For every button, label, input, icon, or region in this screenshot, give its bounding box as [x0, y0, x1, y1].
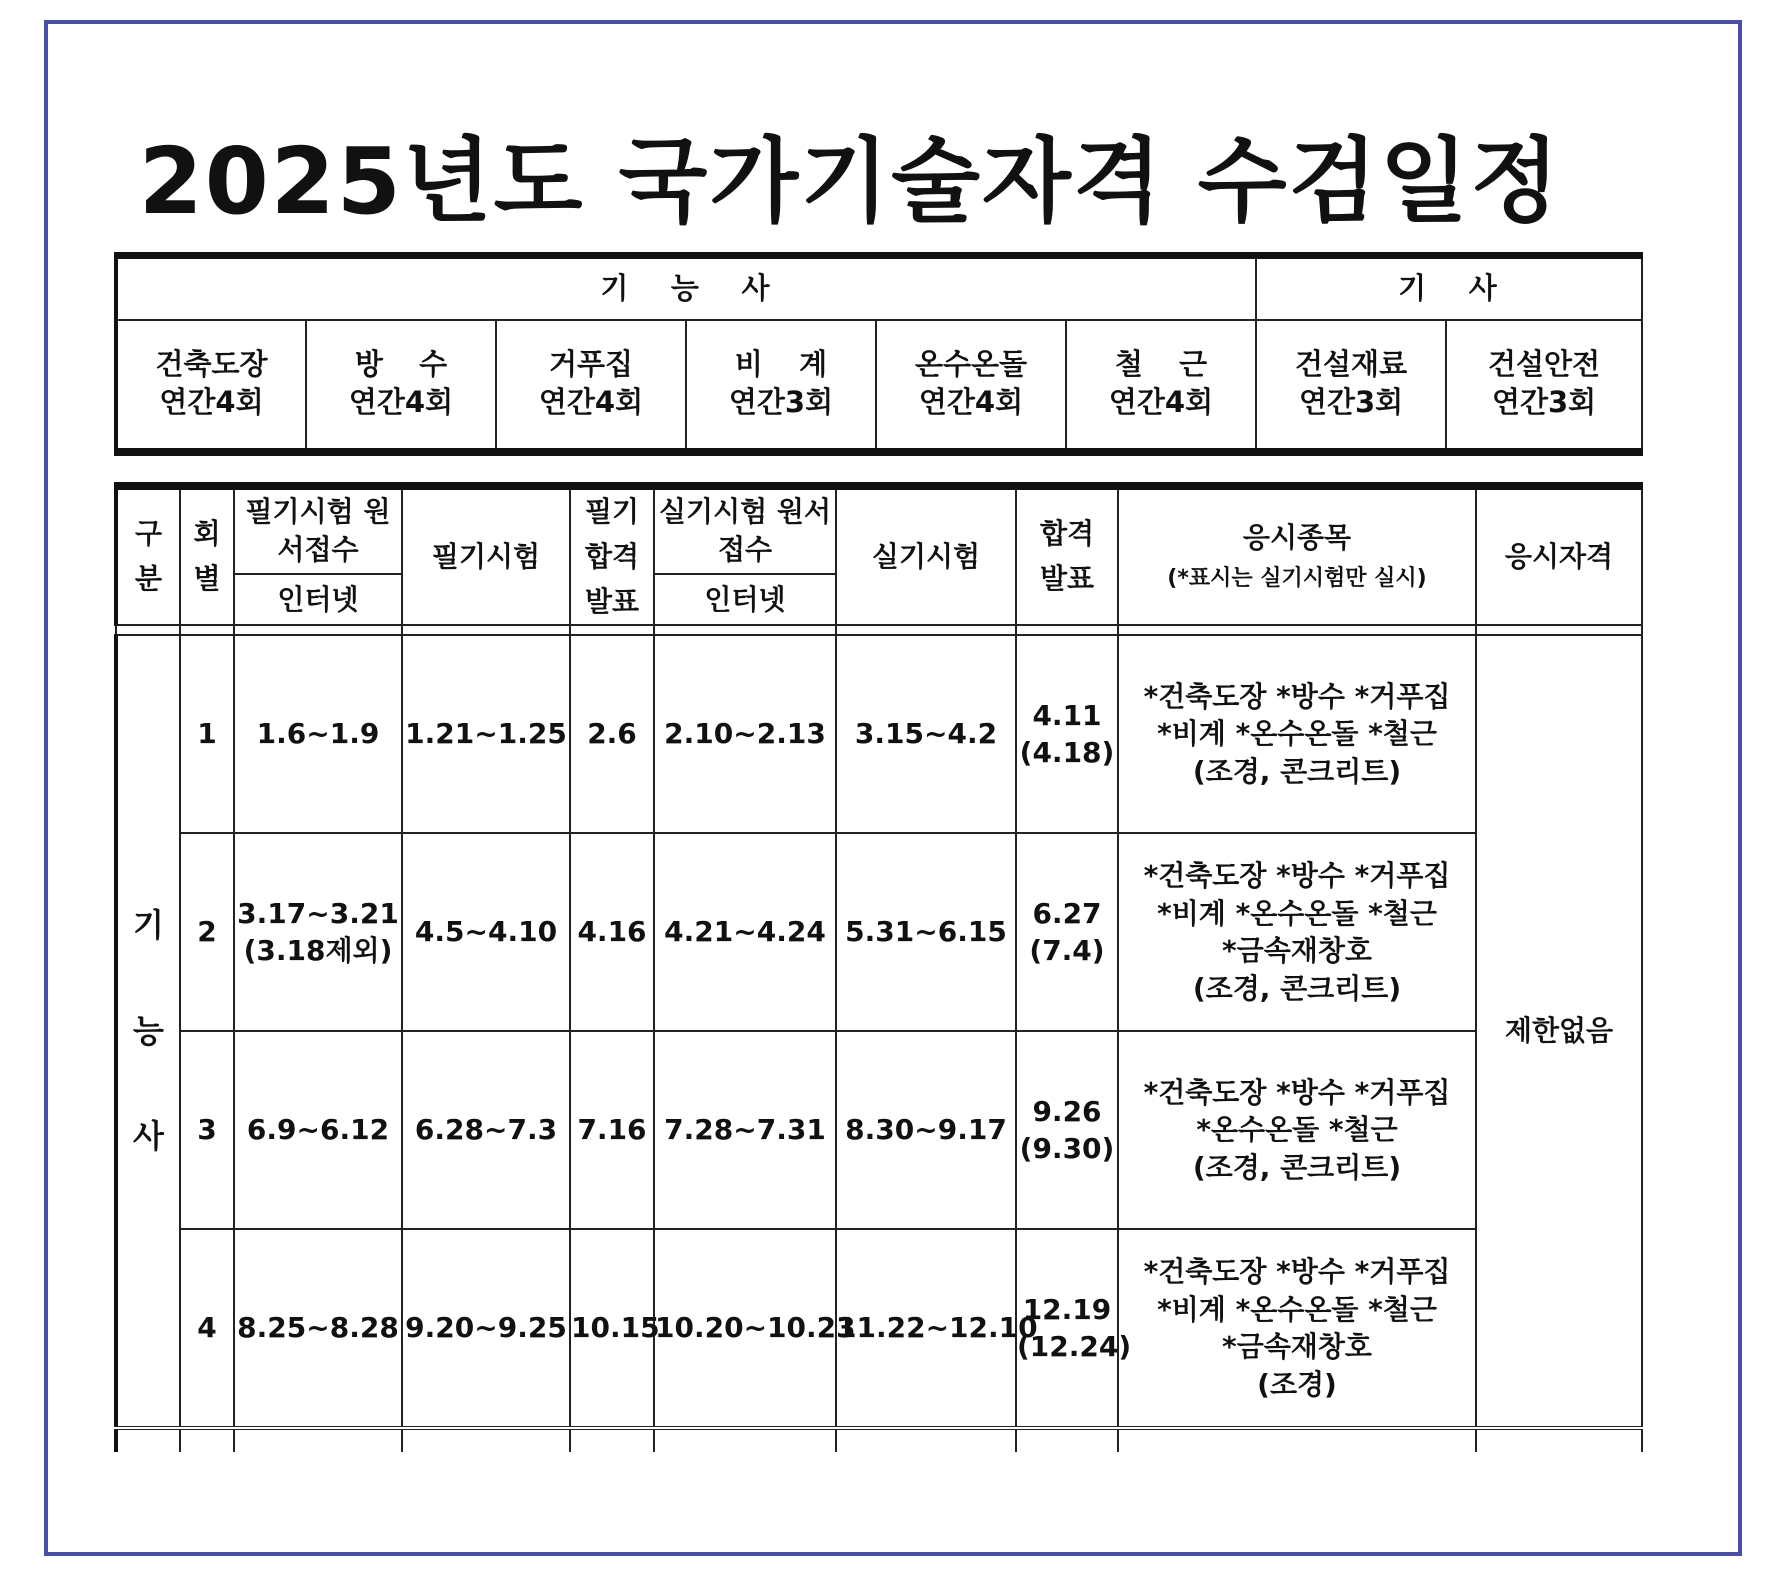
eligibility-value: 제한없음	[1476, 635, 1642, 1428]
round-number: 4	[180, 1229, 234, 1428]
subjects: *건축도장 *방수 *거푸집 *비계 *온수온돌 *철근 (조경, 콘크리트)	[1118, 635, 1476, 833]
round-number: 2	[180, 833, 234, 1031]
table-row	[116, 1031, 1642, 1229]
practical-apply-date: 10.20~10.23	[654, 1229, 836, 1428]
group-header-craftsman: 기 능 사	[116, 256, 1256, 320]
round-number: 1	[180, 635, 234, 833]
practical-exam-date: 8.30~9.17	[836, 1031, 1016, 1229]
subjects: *건축도장 *방수 *거푸집 *비계 *온수온돌 *철근 *금속재창호 (조경, 콘크리트)	[1118, 833, 1476, 1031]
written-result-date: 7.16	[570, 1031, 654, 1229]
summary-item: 철 근 연간4회	[1066, 320, 1256, 452]
written-exam-date: 6.28~7.3	[402, 1031, 570, 1229]
summary-item: 거푸집 연간4회	[496, 320, 686, 452]
group-header-engineer: 기 사	[1256, 256, 1642, 320]
practical-exam-date: 11.22~12.10	[836, 1229, 1016, 1428]
page-title: 2025년도 국가기술자격 수검일정	[138, 128, 1562, 235]
summary-item: 방 수 연간4회	[306, 320, 496, 452]
qualification-summary-table	[114, 252, 1643, 456]
header-internet: 인터넷	[654, 574, 836, 626]
written-result-date: 10.15	[570, 1229, 654, 1428]
written-result-date: 4.16	[570, 833, 654, 1031]
written-apply-date: 3.17~3.21 (3.18제외)	[234, 833, 402, 1031]
header-internet: 인터넷	[234, 574, 402, 626]
written-exam-date: 4.5~4.10	[402, 833, 570, 1031]
table-row	[116, 833, 1642, 1031]
final-result-date: 12.19 (12.24)	[1016, 1229, 1118, 1428]
final-result-date: 4.11 (4.18)	[1016, 635, 1118, 833]
header-final-result: 합격 발표	[1016, 486, 1118, 625]
header-written-result: 필기 합격 발표	[570, 486, 654, 625]
final-result-date: 6.27 (7.4)	[1016, 833, 1118, 1031]
round-number: 3	[180, 1031, 234, 1229]
practical-apply-date: 2.10~2.13	[654, 635, 836, 833]
summary-item: 건설안전 연간3회	[1446, 320, 1642, 452]
summary-item: 건설재료 연간3회	[1256, 320, 1446, 452]
category-craftsman: 기능사	[116, 635, 180, 1428]
written-exam-date: 9.20~9.25	[402, 1229, 570, 1428]
header-practical-exam: 실기시험	[836, 486, 1016, 625]
written-result-date: 2.6	[570, 635, 654, 833]
subjects: *건축도장 *방수 *거푸집 *비계 *온수온돌 *철근 *금속재창호 (조경)	[1118, 1229, 1476, 1428]
header-round: 회별	[180, 486, 234, 625]
header-eligibility: 응시자격	[1476, 486, 1642, 625]
practical-exam-date: 5.31~6.15	[836, 833, 1016, 1031]
written-apply-date: 8.25~8.28	[234, 1229, 402, 1428]
header-category: 구분	[116, 486, 180, 625]
header-subjects: 응시종목 (*표시는 실기시험만 실시)	[1118, 486, 1476, 625]
summary-item: 건축도장 연간4회	[116, 320, 306, 452]
exam-schedule-table	[114, 482, 1643, 1452]
written-apply-date: 1.6~1.9	[234, 635, 402, 833]
summary-item: 비 계 연간3회	[686, 320, 876, 452]
final-result-date: 9.26 (9.30)	[1016, 1031, 1118, 1229]
written-apply-date: 6.9~6.12	[234, 1031, 402, 1229]
written-exam-date: 1.21~1.25	[402, 635, 570, 833]
practical-apply-date: 4.21~4.24	[654, 833, 836, 1031]
header-written-exam: 필기시험	[402, 486, 570, 625]
practical-exam-date: 3.15~4.2	[836, 635, 1016, 833]
table-row	[116, 1229, 1642, 1428]
summary-item: 온수온돌 연간4회	[876, 320, 1066, 452]
practical-apply-date: 7.28~7.31	[654, 1031, 836, 1229]
table-row	[116, 635, 1642, 833]
header-practical-apply: 실기시험 원서접수	[654, 486, 836, 574]
header-written-apply: 필기시험 원서접수	[234, 486, 402, 574]
subjects: *건축도장 *방수 *거푸집 *온수온돌 *철근 (조경, 콘크리트)	[1118, 1031, 1476, 1229]
